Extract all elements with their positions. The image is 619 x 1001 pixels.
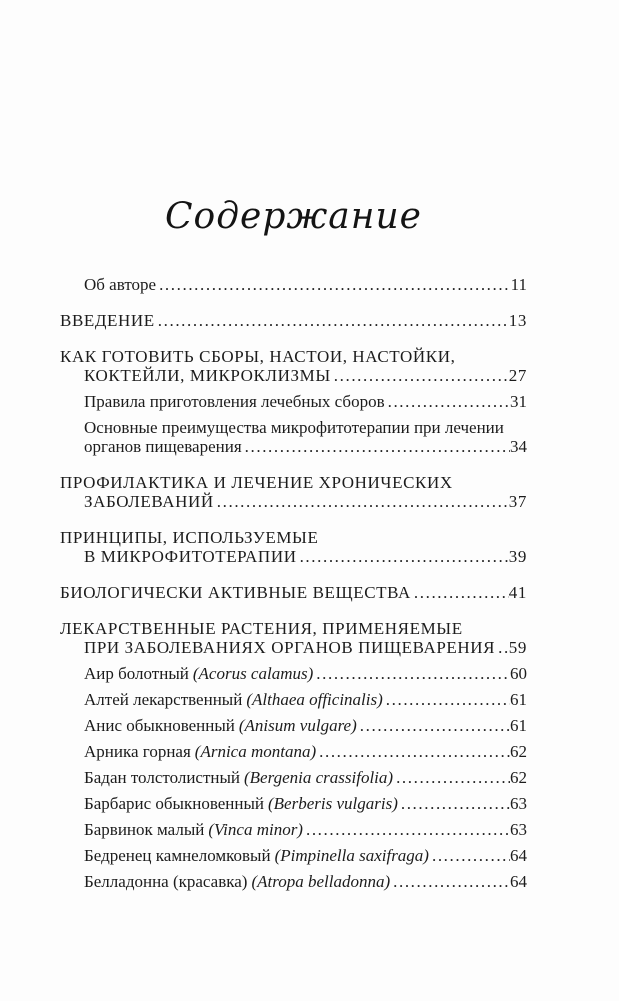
toc-entry-title: Барбарис обыкновенный [84,794,265,813]
toc-entry-latin-name: (Vinca minor) [208,820,303,839]
dot-leader [360,716,510,735]
toc-entry-line [84,690,527,709]
toc-entry-line [60,311,527,330]
toc-entry-title: Правила приготовления лечебных сборов [84,392,385,411]
dot-leader [319,742,510,761]
toc-entry [60,347,527,385]
toc-entry-page-number: 37 [508,492,527,511]
dot-leader [217,492,509,511]
toc-entry [60,275,527,294]
toc-entry-page-number: 11 [510,275,527,294]
toc-entry-title: Барвинок малый [84,820,205,839]
toc-entry-line [60,638,527,657]
dot-leader [316,664,510,683]
toc-entry [60,846,527,865]
toc-entry-title: КАК ГОТОВИТЬ СБОРЫ, НАСТОИ, НАСТОЙКИ, [60,347,456,366]
toc-entry-page-number: 13 [508,311,527,330]
toc-entry [60,528,527,566]
toc-entry-page-number: 27 [508,366,527,385]
dot-leader [401,794,510,813]
toc-entry [60,311,527,330]
toc-entry-page-number: 41 [508,583,527,602]
toc-entry-line [84,768,527,787]
toc-entry-line [84,437,527,456]
toc-entry [60,418,527,456]
toc-entry [60,742,527,761]
toc-entry-page-number: 59 [508,638,527,657]
toc-entry-line [60,492,527,511]
toc-entry-line [84,820,527,839]
toc-entry-line [60,473,527,492]
toc-entry-title: Аир болотный [84,664,189,683]
dot-leader [158,311,509,330]
toc-entry-page-number: 34 [510,437,527,456]
toc-entry [60,820,527,839]
toc-entry-line [84,418,527,437]
toc-entry-title: Белладонна (красавка) [84,872,248,891]
toc-list [60,275,527,891]
toc-entry-title: ЛЕКАРСТВЕННЫЕ РАСТЕНИЯ, ПРИМЕНЯЕМЫЕ [60,619,463,638]
toc-entry-line [84,794,527,813]
toc-entry-latin-name: (Atropa belladonna) [251,872,391,891]
dot-leader [306,820,510,839]
toc-entry-page-number: 62 [510,742,527,761]
toc-entry-line [60,583,527,602]
toc-entry-latin-name: (Arnica montana) [194,742,317,761]
toc-entry-page-number: 60 [510,664,527,683]
toc-entry-latin-name: (Pimpinella saxifraga) [274,846,429,865]
dot-leader [245,437,510,456]
toc-entry-latin-name: (Anisum vulgare) [238,716,357,735]
toc-entry-page-number: 61 [510,716,527,735]
toc-entry-title: Бедренец камнеломковый [84,846,271,865]
toc-entry-title: ПРИ ЗАБОЛЕВАНИЯХ ОРГАНОВ ПИЩЕВАРЕНИЯ [84,638,496,657]
toc-entry [60,794,527,813]
toc-entry-latin-name: (Berberis vulgaris) [268,794,398,813]
dot-leader [159,275,511,294]
dot-leader [432,846,510,865]
toc-entry-line [60,347,527,366]
toc-entry [60,716,527,735]
toc-entry-title: БИОЛОГИЧЕСКИ АКТИВНЫЕ ВЕЩЕСТВА [60,583,411,602]
toc-entry [60,664,527,683]
dot-leader [414,583,509,602]
toc-entry-latin-name: (Acorus calamus) [192,664,314,683]
toc-entry-title: ПРИНЦИПЫ, ИСПОЛЬЗУЕМЫЕ [60,528,319,547]
toc-entry [60,473,527,511]
toc-entry-title: ВВЕДЕНИЕ [60,311,155,330]
toc-entry-latin-name: (Althaea officinalis) [246,690,383,709]
page-title: Содержание [165,196,422,237]
toc-entry-title: органов пищеварения [84,437,242,456]
toc-entry-latin-name: (Bergenia crassifolia) [244,768,394,787]
toc-entry-title: Об авторе [84,275,157,294]
toc-entry-line [84,275,527,294]
toc-entry-title: ПРОФИЛАКТИКА И ЛЕЧЕНИЕ ХРОНИЧЕСКИХ [60,473,453,492]
toc-entry [60,619,527,657]
toc-entry-page-number: 62 [510,768,527,787]
toc-entry-title: КОКТЕЙЛИ, МИКРОКЛИЗМЫ [84,366,331,385]
dot-leader [388,392,510,411]
toc-entry [60,768,527,787]
toc-entry-title: В МИКРОФИТОТЕРАПИИ [84,547,297,566]
toc-entry-title: Алтей лекарственный [84,690,243,709]
toc-entry-line [84,392,527,411]
toc-entry-page-number: 64 [510,846,527,865]
dot-leader [393,872,510,891]
dot-leader [386,690,510,709]
dot-leader [498,638,509,657]
toc-entry-page-number: 63 [510,820,527,839]
toc-entry-page-number: 63 [510,794,527,813]
dot-leader [396,768,510,787]
toc-entry-line [60,528,527,547]
toc-entry-title: Основные преимущества микрофитотерапии при лечении [84,418,504,437]
toc-entry-line [84,742,527,761]
toc-entry-page-number: 64 [510,872,527,891]
toc-entry [60,583,527,602]
toc-entry [60,392,527,411]
toc-entry-line [84,664,527,683]
toc-entry-page-number: 31 [510,392,527,411]
toc-entry-page-number: 39 [508,547,527,566]
toc-entry-title: ЗАБОЛЕВАНИЙ [84,492,214,511]
dot-leader [300,547,509,566]
toc-entry-line [60,619,527,638]
toc-entry-line [84,846,527,865]
toc-entry-title: Арника горная [84,742,191,761]
toc-entry-line [84,872,527,891]
toc-entry-line [60,366,527,385]
toc-entry-page-number: 61 [510,690,527,709]
toc-entry-title: Анис обыкновенный [84,716,235,735]
toc-entry-title: Бадан толстолистный [84,768,241,787]
toc-entry [60,690,527,709]
toc-entry-line [60,547,527,566]
dot-leader [334,366,509,385]
toc-entry-line [84,716,527,735]
toc-entry [60,872,527,891]
